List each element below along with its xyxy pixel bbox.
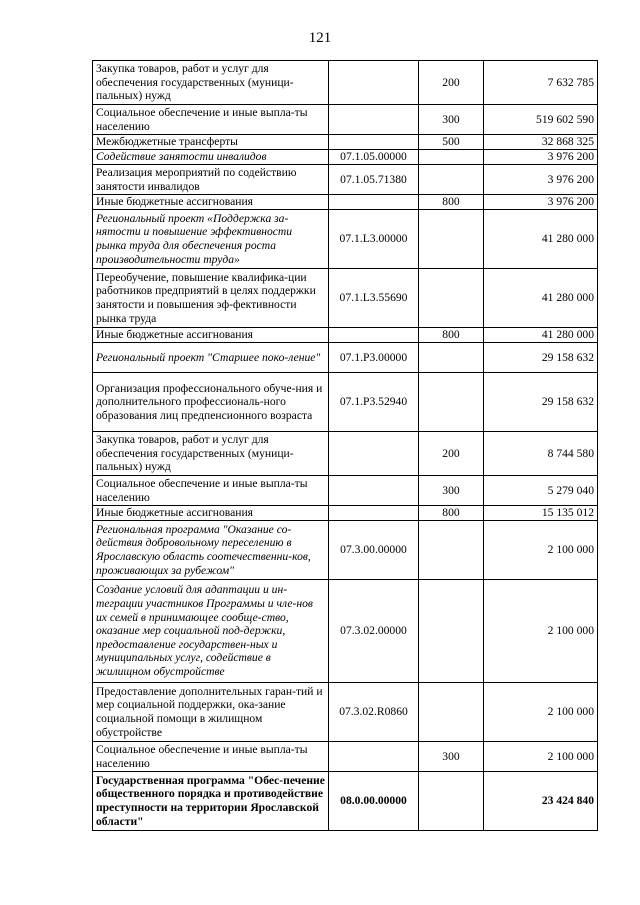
row-code-cell [329, 195, 419, 210]
row-code-cell [329, 506, 419, 521]
row-sum-cell: 41 280 000 [484, 269, 598, 328]
row-type-cell: 800 [419, 195, 484, 210]
table-row [93, 580, 598, 683]
table-row [93, 506, 598, 521]
row-sum-cell: 3 976 200 [484, 195, 598, 210]
row-type-cell: 800 [419, 506, 484, 521]
row-type-cell [419, 683, 484, 742]
row-name-cell: Предоставление дополнительных гаран-тий и мер социальной поддержки, ока-зание социальной помощи в жилищном обустройстве [93, 683, 329, 742]
table-row [93, 269, 598, 328]
table-row [93, 165, 598, 195]
row-type-cell: 300 [419, 742, 484, 772]
row-type-cell [419, 150, 484, 165]
budget-table-body [93, 61, 598, 831]
row-sum-cell: 15 135 012 [484, 506, 598, 521]
row-name-cell: Закупка товаров, работ и услуг для обеспечения государственных (муници-пальных) нужд [93, 432, 329, 476]
row-code-cell [329, 105, 419, 135]
row-type-cell [419, 772, 484, 831]
row-type-cell: 800 [419, 328, 484, 343]
table-row [93, 772, 598, 831]
row-type-cell [419, 210, 484, 269]
row-code-cell: 07.3.02.R0860 [329, 683, 419, 742]
row-sum-cell: 29 158 632 [484, 373, 598, 432]
table-row [93, 521, 598, 580]
row-code-cell [329, 61, 419, 105]
row-type-cell: 200 [419, 61, 484, 105]
row-sum-cell: 2 100 000 [484, 580, 598, 683]
row-sum-cell: 5 279 040 [484, 476, 598, 506]
table-row [93, 373, 598, 432]
row-name-cell: Социальное обеспечение и иные выпла-ты населению [93, 742, 329, 772]
row-name-cell: Реализация мероприятий по содействию занятости инвалидов [93, 165, 329, 195]
row-type-cell [419, 165, 484, 195]
row-code-cell: 07.3.02.00000 [329, 580, 419, 683]
row-type-cell: 500 [419, 135, 484, 150]
row-code-cell [329, 742, 419, 772]
table-row [93, 328, 598, 343]
table-row [93, 683, 598, 742]
row-code-cell: 07.1.05.71380 [329, 165, 419, 195]
row-type-cell [419, 343, 484, 373]
row-code-cell [329, 432, 419, 476]
row-code-cell [329, 476, 419, 506]
row-name-cell: Переобучение, повышение квалифика-ции работников предприятий в целях поддержки занятости и повышения эф-фективности рынка труда [93, 269, 329, 328]
table-row [93, 476, 598, 506]
row-name-cell: Социальное обеспечение и иные выпла-ты населению [93, 476, 329, 506]
row-type-cell [419, 269, 484, 328]
table-row [93, 135, 598, 150]
table-row [93, 61, 598, 105]
row-sum-cell: 2 100 000 [484, 521, 598, 580]
row-type-cell [419, 521, 484, 580]
row-code-cell: 08.0.00.00000 [329, 772, 419, 831]
table-row [93, 343, 598, 373]
row-code-cell [329, 135, 419, 150]
row-type-cell: 300 [419, 476, 484, 506]
row-sum-cell: 519 602 590 [484, 105, 598, 135]
row-name-cell: Создание условий для адаптации и ин-теграции участников Программы и чле-нов их семей в принимающее сообще-ство, оказание мер социальной под-держки, предоставление государствен-ных и муниципальных услуг, содействие в жилищном обустройстве [93, 580, 329, 683]
row-name-cell: Межбюджетные трансферты [93, 135, 329, 150]
row-type-cell [419, 580, 484, 683]
row-name-cell: Иные бюджетные ассигнования [93, 506, 329, 521]
row-sum-cell: 29 158 632 [484, 343, 598, 373]
row-name-cell: Региональный проект "Старшее поко-ление" [93, 343, 329, 373]
row-name-cell: Социальное обеспечение и иные выпла-ты населению [93, 105, 329, 135]
table-row [93, 195, 598, 210]
row-code-cell: 07.1.P3.52940 [329, 373, 419, 432]
table-row [93, 105, 598, 135]
row-code-cell: 07.1.L3.00000 [329, 210, 419, 269]
row-sum-cell: 7 632 785 [484, 61, 598, 105]
row-code-cell: 07.1.L3.55690 [329, 269, 419, 328]
row-sum-cell: 2 100 000 [484, 683, 598, 742]
page-number: 121 [308, 30, 332, 46]
row-code-cell: 07.3.00.00000 [329, 521, 419, 580]
row-sum-cell: 23 424 840 [484, 772, 598, 831]
row-sum-cell: 2 100 000 [484, 742, 598, 772]
row-sum-cell: 32 868 325 [484, 135, 598, 150]
row-code-cell [329, 328, 419, 343]
row-name-cell: Региональная программа "Оказание со-действия добровольному переселению в Ярославскую область соотечественни-ков, проживающих за рубежом" [93, 521, 329, 580]
row-name-cell: Иные бюджетные ассигнования [93, 328, 329, 343]
row-name-cell: Организация профессионального обуче-ния и дополнительного профессиональ-ного образования лиц предпенсионного возраста [93, 373, 329, 432]
row-name-cell: Иные бюджетные ассигнования [93, 195, 329, 210]
row-code-cell: 07.1.P3.00000 [329, 343, 419, 373]
row-sum-cell: 41 280 000 [484, 328, 598, 343]
row-code-cell: 07.1.05.00000 [329, 150, 419, 165]
row-sum-cell: 3 976 200 [484, 150, 598, 165]
row-sum-cell: 8 744 580 [484, 432, 598, 476]
row-name-cell: Региональный проект «Поддержка за-нятости и повышение эффективности рынка труда для обеспечения роста производительности труда» [93, 210, 329, 269]
row-sum-cell: 41 280 000 [484, 210, 598, 269]
row-name-cell: Государственная программа "Обес-печение общественного порядка и противодействие преступности на территории Ярославской области" [93, 772, 329, 831]
row-type-cell: 200 [419, 432, 484, 476]
row-sum-cell: 3 976 200 [484, 165, 598, 195]
row-name-cell: Содействие занятости инвалидов [93, 150, 329, 165]
budget-table [92, 60, 598, 831]
table-row [93, 742, 598, 772]
row-type-cell [419, 373, 484, 432]
table-row [93, 432, 598, 476]
row-name-cell: Закупка товаров, работ и услуг для обеспечения государственных (муници-пальных) нужд [93, 61, 329, 105]
table-row [93, 210, 598, 269]
row-type-cell: 300 [419, 105, 484, 135]
table-row [93, 150, 598, 165]
